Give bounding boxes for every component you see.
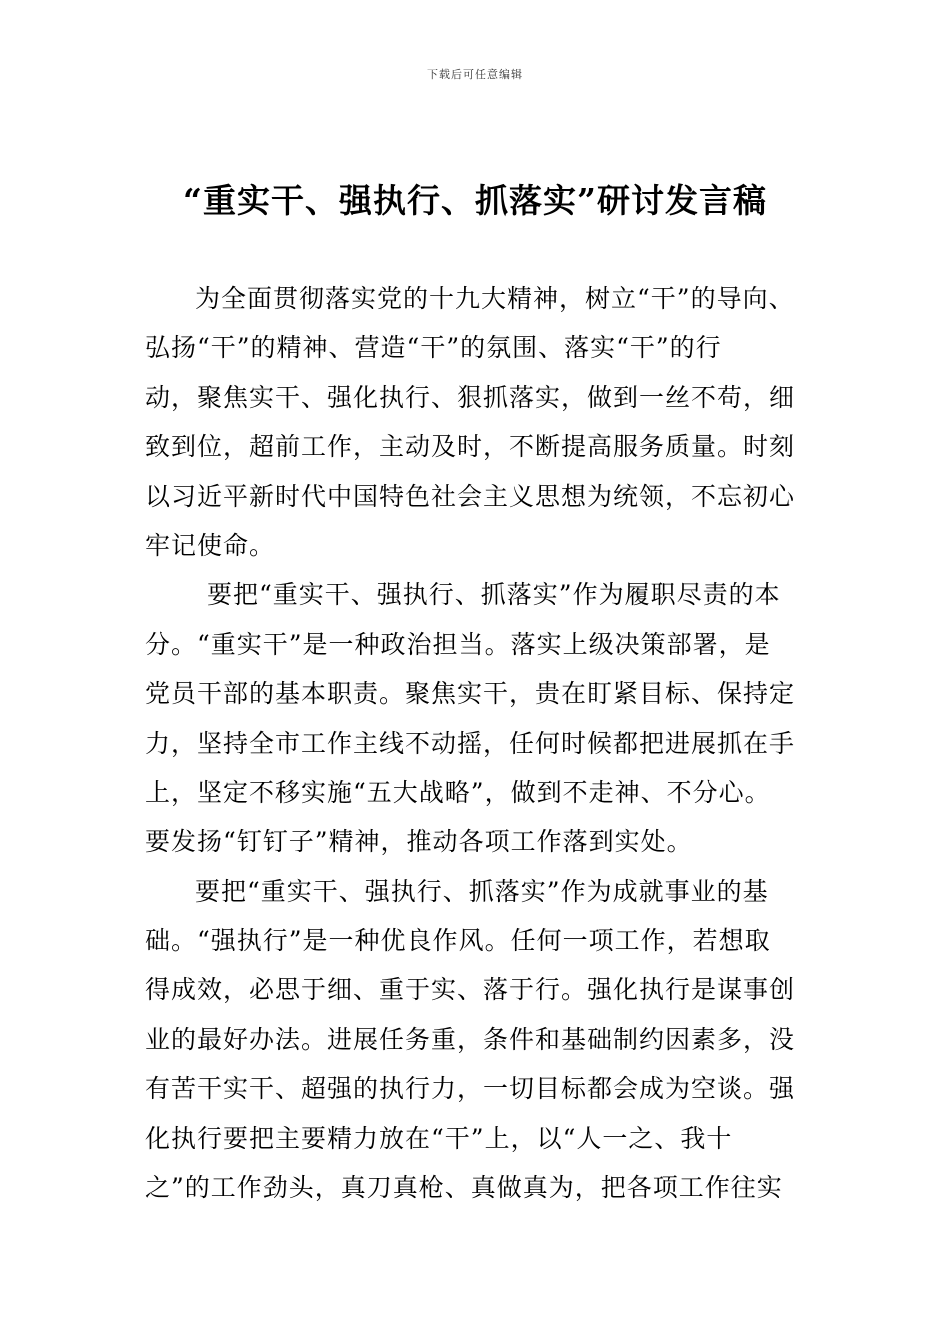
paragraph-2-line-1: 要把“重实干、强执行、抓落实”作为履职尽责的本 xyxy=(207,580,781,610)
paragraph-1-line-4: 致到位，超前工作，主动及时，不断提高服务质量。时刻 xyxy=(145,432,796,462)
paragraph-2-line-2: 分。“重实干”是一种政治担当。落实上级决策部署，是 xyxy=(145,629,771,659)
paragraph-2-line-5: 上，坚定不移实施“五大战略”，做到不走神、不分心。 xyxy=(145,777,771,807)
paragraph-1-line-5: 以习近平新时代中国特色社会主义思想为统领，不忘初心 xyxy=(145,481,796,511)
paragraph-3-line-4: 业的最好办法。进展任务重，条件和基础制约因素多，没 xyxy=(145,1024,796,1054)
paragraph-3-line-1: 要把“重实干、强执行、抓落实”作为成就事业的基 xyxy=(195,876,769,906)
paragraph-3-line-7: 之”的工作劲头，真刀真枪、真做真为，把各项工作往实 xyxy=(145,1173,783,1203)
paragraph-3-line-6: 化执行要把主要精力放在“干”上，以“人一之、我十 xyxy=(145,1123,733,1153)
paragraph-1-line-3: 动，聚焦实干、强化执行、狠抓落实，做到一丝不苟，细 xyxy=(145,382,796,412)
paragraph-2-line-4: 力，坚持全市工作主线不动摇，任何时候都把进展抓在手 xyxy=(145,728,796,758)
paragraph-1-line-6: 牢记使命。 xyxy=(145,530,276,560)
paragraph-3-line-2: 础。“强执行”是一种优良作风。任何一项工作，若想取 xyxy=(145,926,771,956)
document-title: “重实干、强执行、抓落实”研讨发言稿 xyxy=(183,181,767,220)
paragraph-2-line-6: 要发扬“钉钉子”精神，推动各项工作落到实处。 xyxy=(145,827,693,857)
paragraph-1-line-1: 为全面贯彻落实党的十九大精神，树立“干”的导向、 xyxy=(195,284,795,313)
paragraph-3-line-3: 得成效，必思于细、重于实、落于行。强化执行是谋事创 xyxy=(145,975,796,1005)
document-body xyxy=(145,274,845,1212)
paragraph-3-line-5: 有苦干实干、超强的执行力，一切目标都会成为空谈。强 xyxy=(145,1074,796,1104)
header-note: 下载后可任意编辑 xyxy=(427,68,523,81)
paragraph-2-line-3: 党员干部的基本职责。聚焦实干，贵在盯紧目标、保持定 xyxy=(145,679,796,709)
paragraph-1-line-2: 弘扬“干”的精神、营造“干”的氛围、落实“干”的行 xyxy=(145,333,722,363)
